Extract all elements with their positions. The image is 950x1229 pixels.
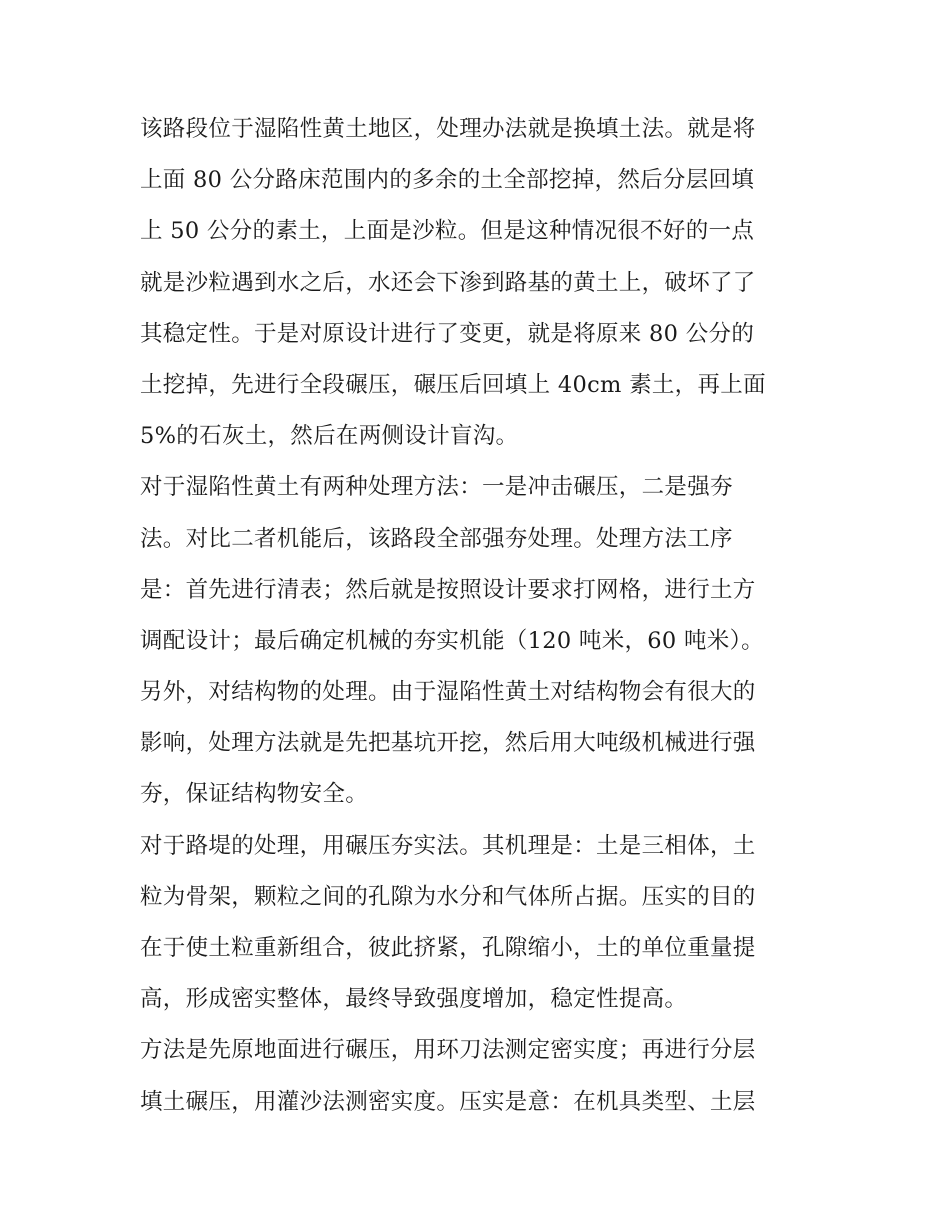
text-line: 土挖掉，先进行全段碾压，碾压后回填上 40cm 素土，再上面 bbox=[140, 371, 766, 398]
text-line: 法。对比二者机能后，该路段全部强夯处理。处理方法工序 bbox=[140, 525, 733, 552]
text-line: 其稳定性。于是对原设计进行了变更，就是将原来 80 公分的 bbox=[140, 320, 755, 347]
text-line: 另外，对结构物的处理。由于湿陷性黄土对结构物会有很大的 bbox=[140, 679, 756, 706]
text-line: 就是沙粒遇到水之后，水还会下渗到路基的黄土上，破坏了了 bbox=[140, 269, 756, 296]
document-body bbox=[140, 104, 812, 1128]
text-line: 填土碾压，用灌沙法测密实度。压实是意：在机具类型、土层 bbox=[140, 1088, 756, 1115]
text-line: 夯，保证结构物安全。 bbox=[140, 781, 369, 808]
text-line: 粒为骨架，颗粒之间的孔隙为水分和气体所占据。压实的目的 bbox=[140, 883, 756, 910]
text-line: 在于使土粒重新组合，彼此挤紧，孔隙缩小，土的单位重量提 bbox=[140, 935, 756, 961]
text-line: 影响，处理方法就是先把基坑开挖，然后用大吨级机械进行强 bbox=[140, 730, 756, 757]
text-line: 对于路堤的处理，用碾压夯实法。其机理是：土是三相体，土 bbox=[140, 832, 756, 859]
text-line: 对于湿陷性黄土有两种处理方法：一是冲击碾压，二是强夯 bbox=[140, 474, 733, 501]
text-line: 上面 80 公分路床范围内的多余的土全部挖掉，然后分层回填 bbox=[140, 167, 755, 194]
text-line: 高，形成密实整体，最终导致强度增加，稳定性提高。 bbox=[140, 986, 688, 1013]
text-line: 上 50 公分的素土，上面是沙粒。但是这种情况很不好的一点 bbox=[140, 218, 755, 245]
text-line: 该路段位于湿陷性黄土地区，处理办法就是换填土法。就是将 bbox=[140, 116, 756, 142]
text-line: 是：首先进行清表；然后就是按照设计要求打网格，进行土方 bbox=[140, 576, 756, 603]
text-line: 方法是先原地面进行碾压，用环刀法测定密实度；再进行分层 bbox=[140, 1037, 756, 1064]
text-line: 5%的石灰土，然后在两侧设计盲沟。 bbox=[140, 423, 519, 450]
text-line: 调配设计；最后确定机械的夯实机能（120 吨米，60 吨米）。 bbox=[140, 627, 764, 654]
